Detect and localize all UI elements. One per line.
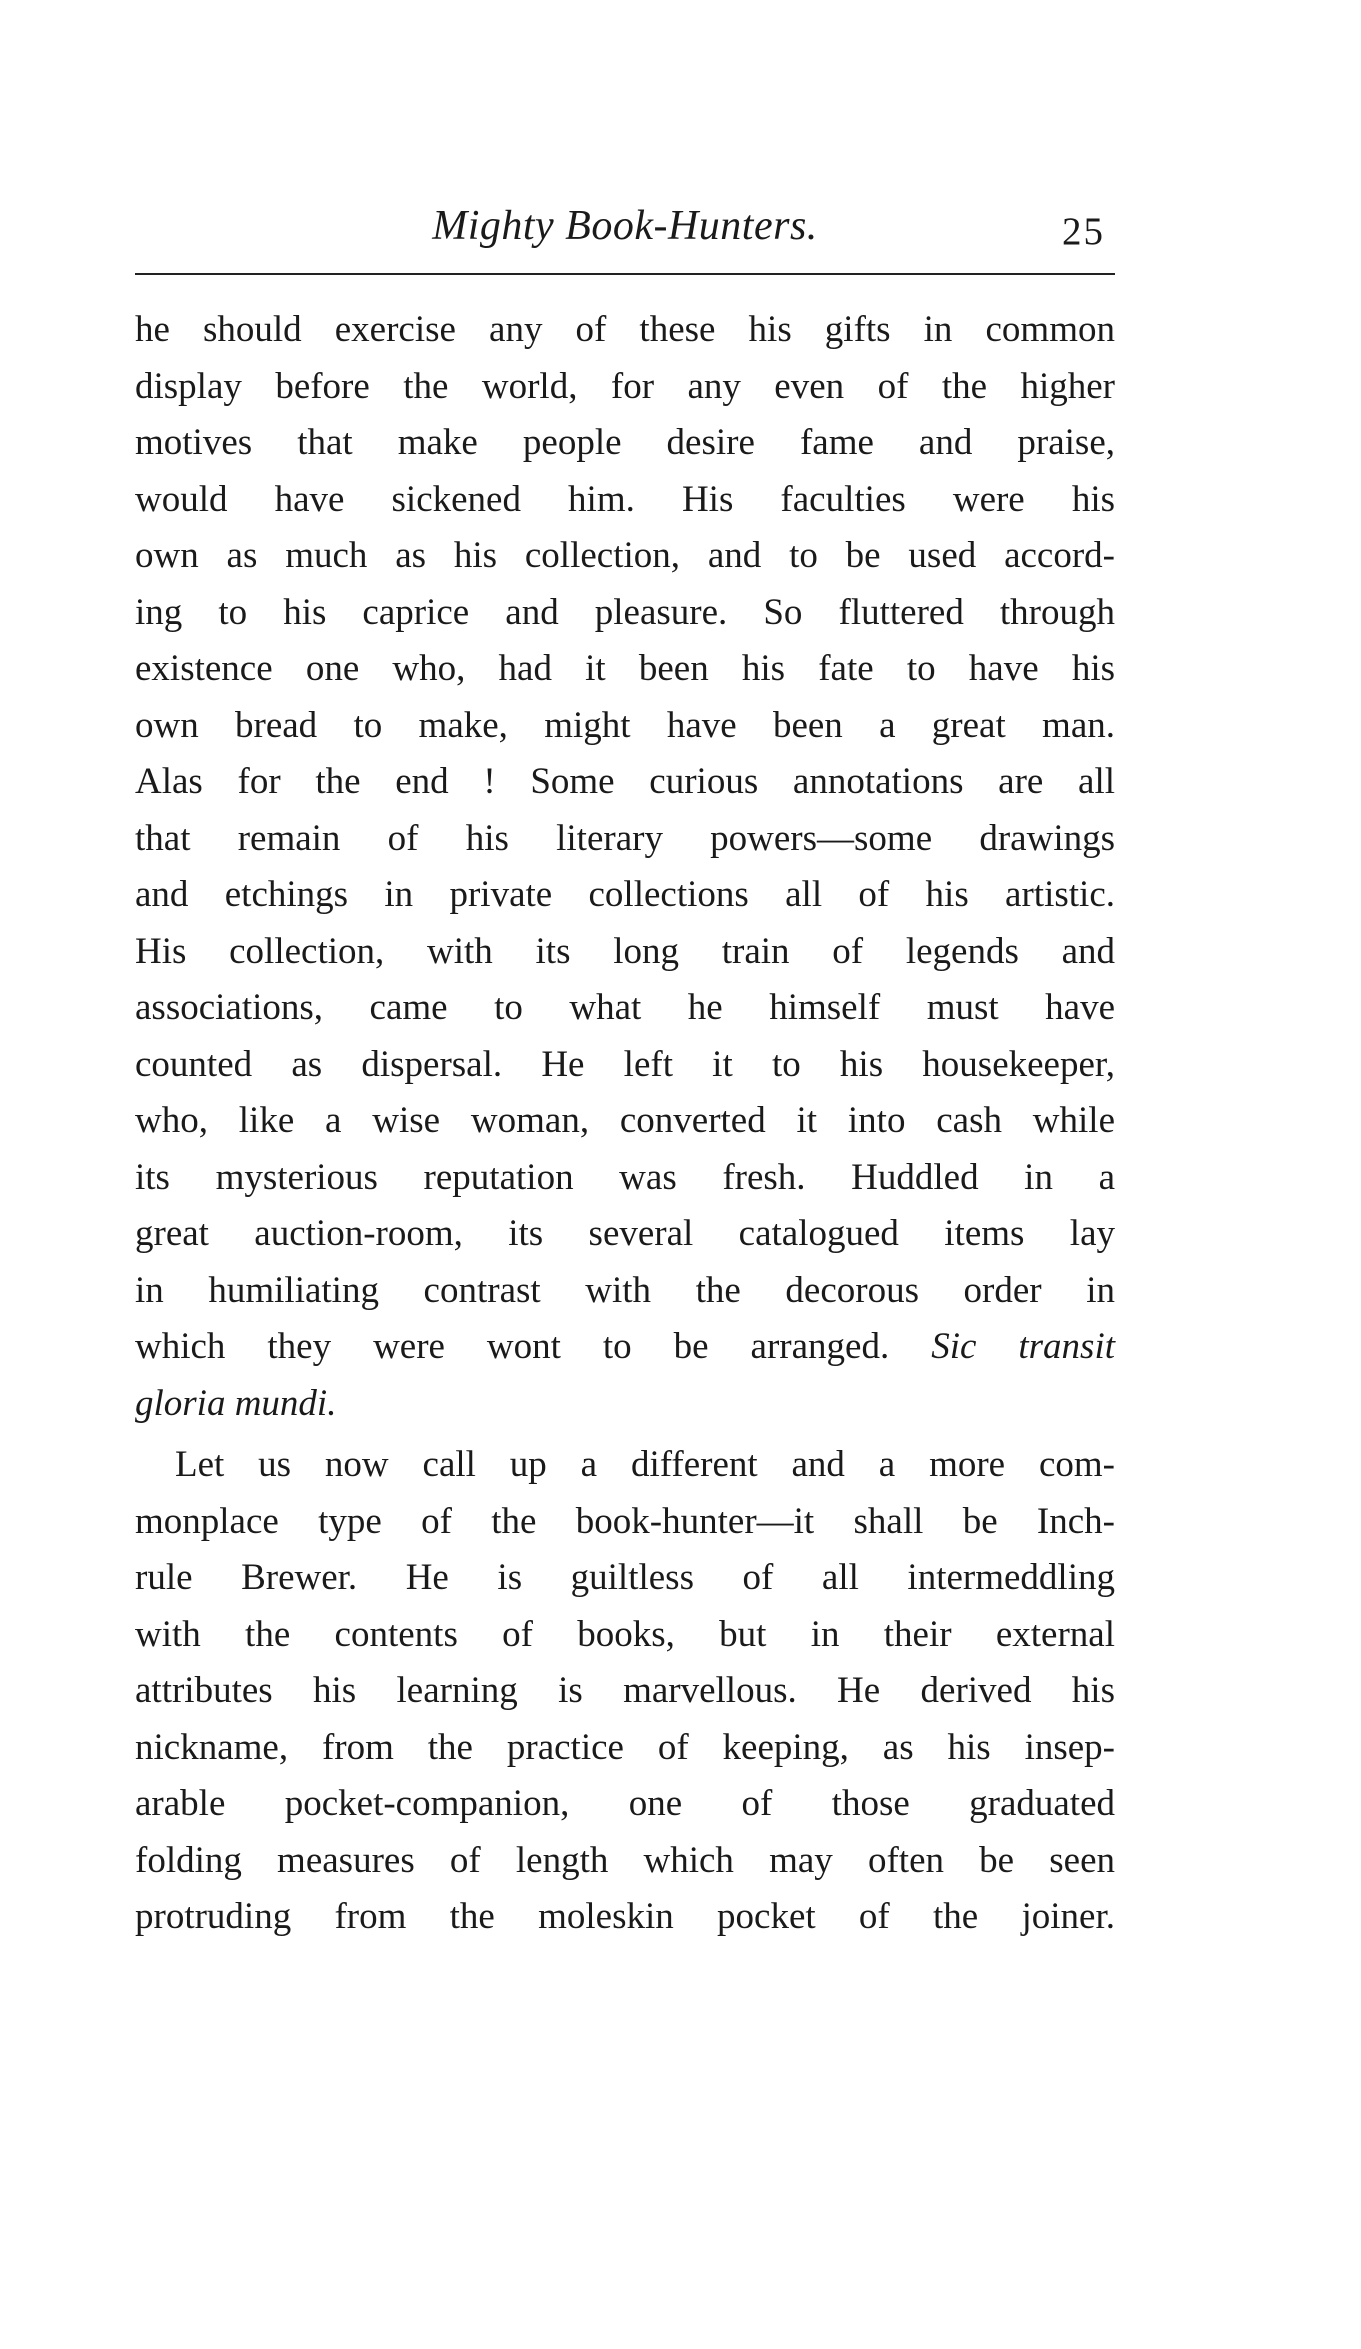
text-line: ing to his caprice and pleasure. So fluttered through xyxy=(135,591,1115,633)
text-line: great auction-room, its several catalogued items lay xyxy=(135,1213,1115,1254)
text-line: counted as dispersal. He left it to his housekeeper, xyxy=(135,1043,1115,1085)
text-line: nickname, from the practice of keeping, as his insep- xyxy=(135,1726,1115,1768)
latin-phrase-italic: Sic transit xyxy=(931,1326,1115,1367)
text-line: own bread to make, might have been a great man. xyxy=(135,704,1115,746)
text-line: and etchings in private collections all of his artistic. xyxy=(135,874,1115,915)
text-line: he should exercise any of these his gifts in common xyxy=(135,309,1115,350)
text-line: folding measures of length which may often be seen xyxy=(135,1839,1115,1881)
text-line: monplace type of the book-hunter—it shall be Inch- xyxy=(135,1500,1115,1542)
text-line: rule Brewer. He is guiltless of all intermeddling xyxy=(135,1557,1115,1598)
text-line: Alas for the end ! Some curious annotations are all xyxy=(135,761,1115,802)
text-segment: which they were wont to be arranged. xyxy=(135,1326,932,1367)
body-text xyxy=(135,302,1115,1946)
text-line: His collection, with its long train of legends and xyxy=(135,930,1115,972)
text-line: arable pocket-companion, one of those graduated xyxy=(135,1783,1115,1824)
paragraph-1 xyxy=(135,302,1115,1432)
page-number: 25 xyxy=(1062,210,1105,253)
text-line: attributes his learning is marvellous. He derived his xyxy=(135,1670,1115,1711)
header-rule xyxy=(135,273,1115,275)
text-line: would have sickened him. His faculties were his xyxy=(135,478,1115,520)
text-line: who, like a wise woman, converted it into cash while xyxy=(135,1100,1115,1141)
text-line: that remain of his literary powers—some drawings xyxy=(135,817,1115,859)
text-line: with the contents of books, but in their external xyxy=(135,1613,1115,1655)
text-line-with-latin-phrase xyxy=(135,1319,1115,1376)
text-line: its mysterious reputation was fresh. Huddled in a xyxy=(135,1156,1115,1198)
text-line: Let us now call up a different and a more com- xyxy=(175,1444,1115,1485)
text-line: own as much as his collection, and to be used accord- xyxy=(135,535,1115,576)
text-line: existence one who, had it been his fate to have his xyxy=(135,648,1115,689)
paragraph-2 xyxy=(135,1437,1115,1946)
text-line: display before the world, for any even of the higher xyxy=(135,365,1115,407)
text-line: motives that make people desire fame and praise, xyxy=(135,422,1115,463)
running-title: Mighty Book-Hunters. xyxy=(432,203,818,249)
text-line: associations, came to what he himself must have xyxy=(135,987,1115,1028)
text-line: in humiliating contrast with the decorous order in xyxy=(135,1269,1115,1311)
running-head xyxy=(135,196,1115,256)
text-line: protruding from the moleskin pocket of the joiner. xyxy=(135,1896,1115,1937)
latin-phrase-italic-end: gloria mundi. xyxy=(135,1382,337,1424)
